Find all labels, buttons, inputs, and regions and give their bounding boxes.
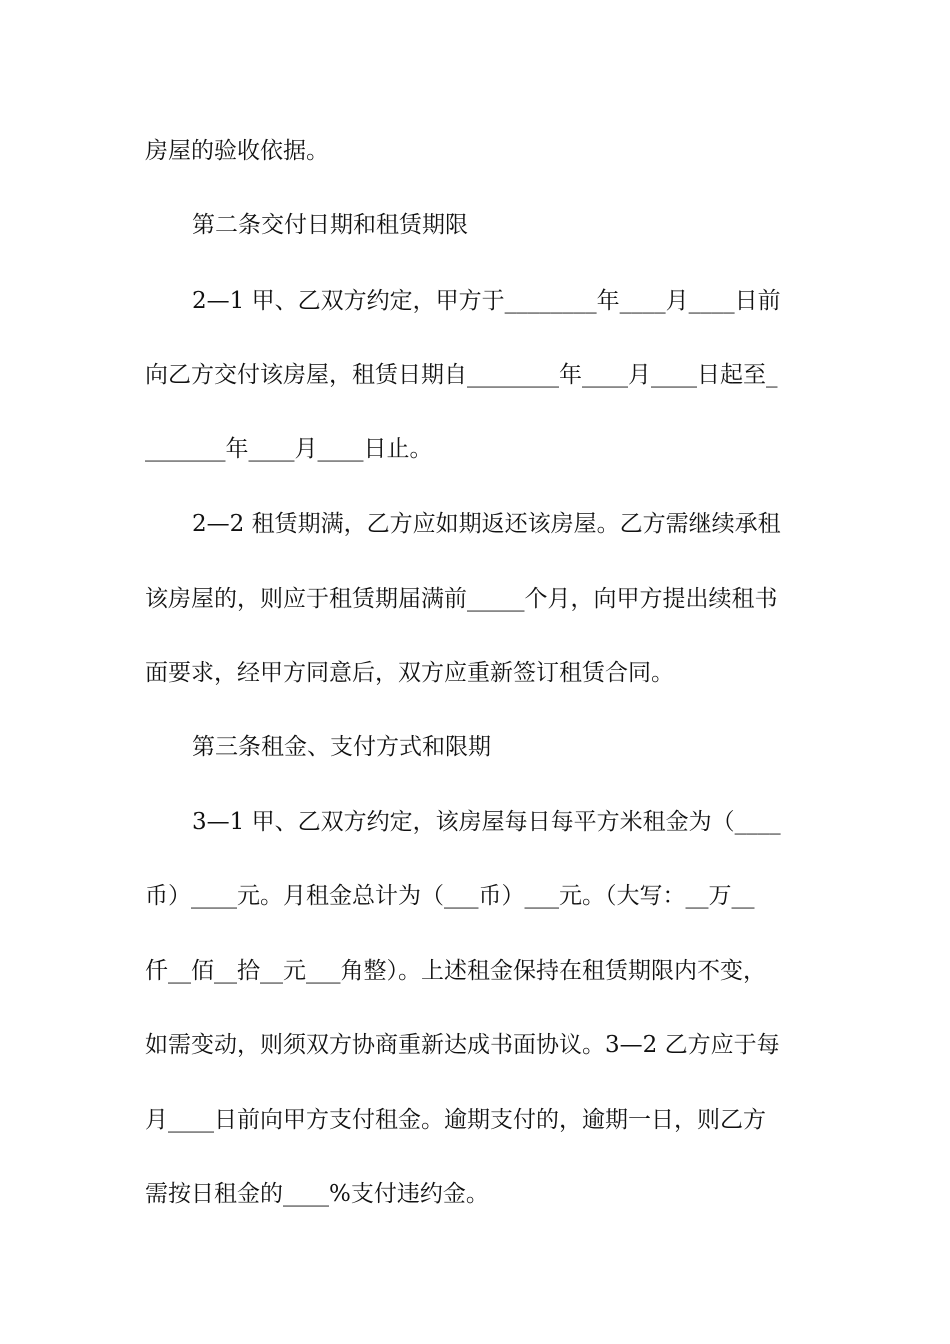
article-heading: 第三条租金、支付方式和限期 — [192, 734, 491, 760]
text-line: 2—2 租赁期满，乙方应如期返还该房屋。乙方需继续承租 — [192, 511, 781, 537]
text-line: 如需变动，则须双方协商重新达成书面协议。3—2 乙方应于每 — [145, 1032, 780, 1058]
article-heading: 第二条交付日期和租赁期限 — [192, 212, 468, 238]
text-line: 需按日租金的____%支付违约金。 — [145, 1181, 489, 1207]
text-line: 2—1 甲、乙双方约定，甲方于________年____月____日前 — [192, 288, 781, 314]
text-line: 币）____元。月租金总计为（___币）___元。（大写：__万__ — [145, 883, 755, 909]
text-line: 面要求，经甲方同意后，双方应重新签订租赁合同。 — [145, 660, 674, 686]
text-line: 房屋的验收依据。 — [145, 138, 329, 164]
text-line: 仟__佰__拾__元___角整）。上述租金保持在租赁期限内不变， — [145, 958, 766, 984]
text-line: _______年____月____日止。 — [145, 436, 433, 462]
text-line: 3—1 甲、乙双方约定，该房屋每日每平方米租金为（____ — [192, 809, 781, 835]
text-line: 该房屋的，则应于租赁期届满前_____个月，向甲方提出续租书 — [145, 586, 778, 612]
text-line: 向乙方交付该房屋，租赁日期自________年____月____日起至_ — [145, 362, 778, 388]
text-line: 月____日前向甲方支付租金。逾期支付的，逾期一日，则乙方 — [145, 1107, 766, 1133]
